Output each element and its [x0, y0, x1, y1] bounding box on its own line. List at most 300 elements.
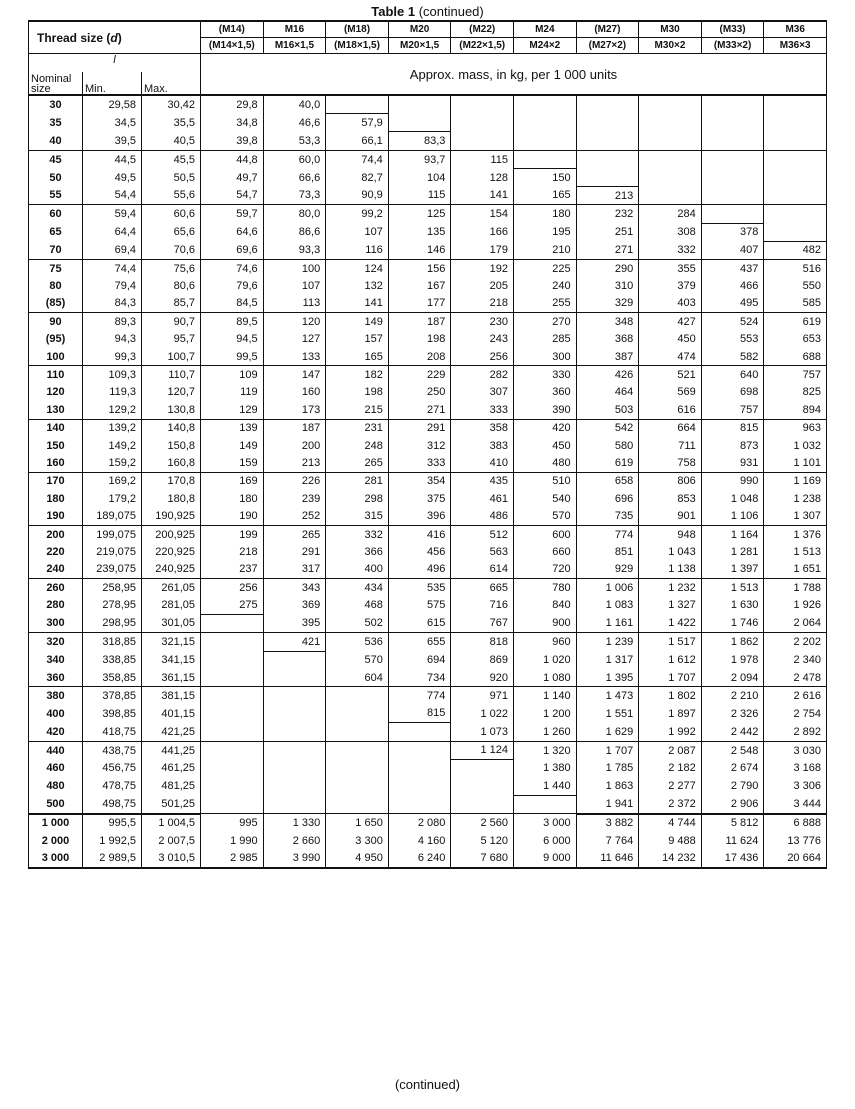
- mass-cell: 34,8: [201, 114, 264, 132]
- table-row: [29, 419, 827, 437]
- mass-cell: 5 120: [451, 832, 514, 849]
- mass-cell: 99,5: [201, 348, 264, 366]
- mass-cell: 1 317: [576, 651, 639, 669]
- thread-size-symbol: d: [110, 30, 118, 45]
- nominal-size-cell: 320: [29, 633, 83, 651]
- mass-cell: 6 888: [764, 814, 827, 832]
- mass-cell: 99,2: [326, 205, 389, 223]
- mass-cell: 225: [514, 260, 577, 278]
- mass-cell: [764, 205, 827, 223]
- table-row: [29, 186, 827, 204]
- mass-cell: 213: [263, 454, 326, 472]
- mass-cell: 920: [451, 669, 514, 687]
- mass-cell: 20 664: [764, 849, 827, 867]
- nominal-size-cell: 45: [29, 150, 83, 168]
- mass-cell: 1 513: [764, 543, 827, 560]
- mass-cell: [514, 150, 577, 168]
- mass-cell: 410: [451, 454, 514, 472]
- mass-cell: 694: [388, 651, 451, 669]
- nominal-size-cell: 75: [29, 260, 83, 278]
- mass-cell: 54,7: [201, 186, 264, 204]
- mass-cell: 653: [764, 331, 827, 348]
- min-length-cell: 79,4: [83, 277, 142, 294]
- pitch-header: (M18×1,5): [326, 38, 389, 54]
- table-title: [0, 4, 855, 19]
- max-length-cell: 65,6: [142, 223, 201, 241]
- min-length-cell: 239,075: [83, 561, 142, 579]
- mass-cell: 229: [388, 366, 451, 384]
- mass-cell: [639, 95, 702, 114]
- mass-cell: 66,6: [263, 169, 326, 187]
- mass-cell: 387: [576, 348, 639, 366]
- nominal-size-cell: 190: [29, 507, 83, 525]
- table-row: [29, 472, 827, 490]
- mass-cell: [201, 705, 264, 723]
- mass-cell: 208: [388, 348, 451, 366]
- mass-cell: 14 232: [639, 849, 702, 867]
- mass-cell: [701, 114, 764, 132]
- mass-cell: 720: [514, 561, 577, 579]
- mass-cell: 300: [514, 348, 577, 366]
- nominal-size-cell: 55: [29, 186, 83, 204]
- mass-cell: 243: [451, 331, 514, 348]
- table-row: [29, 169, 827, 187]
- mass-cell: 29,8: [201, 95, 264, 114]
- max-length-cell: 361,15: [142, 669, 201, 687]
- mass-cell: 1 307: [764, 507, 827, 525]
- mass-cell: 582: [701, 348, 764, 366]
- mass-cell: [201, 687, 264, 705]
- mass-cell: 368: [576, 331, 639, 348]
- mass-cell: 434: [326, 579, 389, 597]
- max-length-cell: 150,8: [142, 437, 201, 454]
- mass-cell: 780: [514, 579, 577, 597]
- mass-cell: [263, 795, 326, 813]
- mass-cell: 265: [263, 525, 326, 543]
- mass-cell: 154: [451, 205, 514, 223]
- mass-cell: 93,3: [263, 241, 326, 259]
- mass-cell: 11 624: [701, 832, 764, 849]
- mass-cell: 157: [326, 331, 389, 348]
- max-length-cell: 2 007,5: [142, 832, 201, 849]
- mass-cell: 119: [201, 384, 264, 401]
- mass-cell: 366: [326, 543, 389, 560]
- table-row: [29, 687, 827, 705]
- mass-cell: 141: [451, 186, 514, 204]
- mass-cell: 199: [201, 525, 264, 543]
- mass-cell: 13 776: [764, 832, 827, 849]
- mass-cell: 69,6: [201, 241, 264, 259]
- table-row: [29, 223, 827, 241]
- mass-cell: 553: [701, 331, 764, 348]
- mass-cell: 160: [263, 384, 326, 401]
- mass-cell: 128: [451, 169, 514, 187]
- nominal-size-cell: 380: [29, 687, 83, 705]
- mass-table: [28, 20, 827, 869]
- mass-cell: 39,8: [201, 132, 264, 150]
- mass-cell: 2 478: [764, 669, 827, 687]
- mass-cell: [451, 777, 514, 795]
- mass-cell: 774: [388, 687, 451, 705]
- mass-cell: 1 106: [701, 507, 764, 525]
- table-row: [29, 705, 827, 723]
- pitch-header: (M33×2): [701, 38, 764, 54]
- mass-cell: [576, 169, 639, 187]
- nominal-size-cell: 80: [29, 277, 83, 294]
- mass-cell: [388, 795, 451, 813]
- nominal-size-label: Nominal size: [29, 72, 83, 95]
- nominal-size-cell: 240: [29, 561, 83, 579]
- mass-cell: 580: [576, 437, 639, 454]
- max-length-cell: 90,7: [142, 313, 201, 331]
- mass-cell: 767: [451, 614, 514, 632]
- table-row: [29, 795, 827, 813]
- mass-cell: 298: [326, 490, 389, 507]
- mass-cell: [514, 95, 577, 114]
- mass-cell: 735: [576, 507, 639, 525]
- mass-cell: [576, 114, 639, 132]
- mass-cell: 40,0: [263, 95, 326, 114]
- max-length-cell: 200,925: [142, 525, 201, 543]
- nominal-size-cell: 140: [29, 419, 83, 437]
- mass-cell: 1 376: [764, 525, 827, 543]
- mass-cell: 284: [639, 205, 702, 223]
- max-length-cell: 120,7: [142, 384, 201, 401]
- mass-cell: 252: [263, 507, 326, 525]
- mass-cell: 167: [388, 277, 451, 294]
- max-length-cell: 180,8: [142, 490, 201, 507]
- mass-cell: 1 043: [639, 543, 702, 560]
- min-length-cell: 99,3: [83, 348, 142, 366]
- max-length-cell: 60,6: [142, 205, 201, 223]
- mass-cell: 156: [388, 260, 451, 278]
- size-header: (M33): [701, 21, 764, 38]
- mass-cell: [326, 777, 389, 795]
- table-row: [29, 759, 827, 777]
- mass-cell: 150: [514, 169, 577, 187]
- mass-cell: [451, 114, 514, 132]
- table-row: [29, 114, 827, 132]
- mass-cell: 1 006: [576, 579, 639, 597]
- mass-cell: 271: [388, 401, 451, 419]
- mass-cell: 496: [388, 561, 451, 579]
- mass-cell: 79,6: [201, 277, 264, 294]
- mass-cell: 2 182: [639, 759, 702, 777]
- mass-cell: 1 990: [201, 832, 264, 849]
- mass-cell: 59,7: [201, 205, 264, 223]
- mass-cell: 851: [576, 543, 639, 560]
- mass-cell: 575: [388, 596, 451, 614]
- nominal-size-cell: 300: [29, 614, 83, 632]
- table-row: [29, 741, 827, 759]
- max-length-cell: 501,25: [142, 795, 201, 813]
- mass-cell: 3 168: [764, 759, 827, 777]
- size-header: (M22): [451, 21, 514, 38]
- mass-cell: 133: [263, 348, 326, 366]
- mass-cell: 2 790: [701, 777, 764, 795]
- mass-cell: 1 395: [576, 669, 639, 687]
- mass-cell: 585: [764, 295, 827, 313]
- mass-cell: 120: [263, 313, 326, 331]
- mass-cell: 2 560: [451, 814, 514, 832]
- pitch-header: M20×1,5: [388, 38, 451, 54]
- mass-cell: 7 764: [576, 832, 639, 849]
- mass-cell: 49,7: [201, 169, 264, 187]
- table-title-suffix: (continued): [415, 4, 484, 19]
- mass-cell: 758: [639, 454, 702, 472]
- mass-cell: 270: [514, 313, 577, 331]
- max-length-cell: 130,8: [142, 401, 201, 419]
- mass-cell: [451, 132, 514, 150]
- mass-cell: 308: [639, 223, 702, 241]
- min-length-cell: 169,2: [83, 472, 142, 490]
- nominal-size-cell: 40: [29, 132, 83, 150]
- mass-cell: 3 882: [576, 814, 639, 832]
- mass-cell: [263, 723, 326, 741]
- mass-cell: [201, 633, 264, 651]
- nominal-size-cell: 90: [29, 313, 83, 331]
- mass-table-container: [28, 20, 826, 869]
- mass-cell: 64,6: [201, 223, 264, 241]
- mass-cell: 7 680: [451, 849, 514, 867]
- nominal-size-cell: (95): [29, 331, 83, 348]
- nominal-size-cell: 460: [29, 759, 83, 777]
- mass-cell: 2 087: [639, 741, 702, 759]
- mass-cell: 332: [639, 241, 702, 259]
- min-length-cell: 34,5: [83, 114, 142, 132]
- mass-cell: 251: [576, 223, 639, 241]
- mass-cell: 619: [576, 454, 639, 472]
- min-length-cell: 258,95: [83, 579, 142, 597]
- mass-cell: 696: [576, 490, 639, 507]
- min-length-cell: 318,85: [83, 633, 142, 651]
- mass-cell: 147: [263, 366, 326, 384]
- mass-cell: 192: [451, 260, 514, 278]
- mass-cell: [388, 777, 451, 795]
- mass-cell: 2 892: [764, 723, 827, 741]
- min-length-cell: 418,75: [83, 723, 142, 741]
- mass-cell: 2 064: [764, 614, 827, 632]
- mass-cell: 466: [701, 277, 764, 294]
- mass-cell: 570: [326, 651, 389, 669]
- mass-cell: 107: [263, 277, 326, 294]
- max-length-cell: 441,25: [142, 741, 201, 759]
- mass-cell: 53,3: [263, 132, 326, 150]
- min-length-cell: 498,75: [83, 795, 142, 813]
- mass-cell: 231: [326, 419, 389, 437]
- nominal-size-cell: 70: [29, 241, 83, 259]
- table-row: [29, 633, 827, 651]
- table-row: [29, 777, 827, 795]
- size-header: M30: [639, 21, 702, 38]
- table-row: [29, 561, 827, 579]
- table-row: [29, 150, 827, 168]
- mass-cell: 716: [451, 596, 514, 614]
- mass-cell: 195: [514, 223, 577, 241]
- mass-cell: 115: [388, 186, 451, 204]
- mass-cell: 6 240: [388, 849, 451, 867]
- table-row: [29, 366, 827, 384]
- max-length-cell: 341,15: [142, 651, 201, 669]
- table-row: [29, 543, 827, 560]
- min-length-cell: 278,95: [83, 596, 142, 614]
- mass-cell: 660: [514, 543, 577, 560]
- pitch-header: M36×3: [764, 38, 827, 54]
- mass-cell: 2 985: [201, 849, 264, 867]
- min-length-cell: 129,2: [83, 401, 142, 419]
- mass-cell: 169: [201, 472, 264, 490]
- mass-cell: 256: [201, 579, 264, 597]
- max-length-cell: 240,925: [142, 561, 201, 579]
- mass-cell: [514, 132, 577, 150]
- table-title-bold: Table 1: [371, 4, 416, 19]
- mass-cell: 1 080: [514, 669, 577, 687]
- mass-cell: 711: [639, 437, 702, 454]
- max-length-cell: 3 010,5: [142, 849, 201, 867]
- mass-cell: 655: [388, 633, 451, 651]
- mass-cell: [701, 186, 764, 204]
- max-length-cell: 190,925: [142, 507, 201, 525]
- nominal-size-cell: 30: [29, 95, 83, 114]
- size-header: (M14): [201, 21, 264, 38]
- mass-cell: 840: [514, 596, 577, 614]
- mass-cell: 960: [514, 633, 577, 651]
- max-length-cell: 301,05: [142, 614, 201, 632]
- mass-cell: 83,3: [388, 132, 451, 150]
- mass-cell: 420: [514, 419, 577, 437]
- mass-cell: [201, 669, 264, 687]
- min-length-cell: 378,85: [83, 687, 142, 705]
- table-row: [29, 277, 827, 294]
- mass-cell: [388, 723, 451, 741]
- max-length-cell: 70,6: [142, 241, 201, 259]
- mass-cell: [201, 759, 264, 777]
- table-row: [29, 651, 827, 669]
- mass-cell: 248: [326, 437, 389, 454]
- table-row: [29, 596, 827, 614]
- mass-cell: 232: [576, 205, 639, 223]
- mass-cell: 290: [576, 260, 639, 278]
- mass-cell: 2 548: [701, 741, 764, 759]
- mass-cell: 256: [451, 348, 514, 366]
- pitch-header: (M14×1,5): [201, 38, 264, 54]
- mass-cell: [514, 114, 577, 132]
- table-row: [29, 579, 827, 597]
- mass-cell: 315: [326, 507, 389, 525]
- table-row: [29, 348, 827, 366]
- mass-cell: 502: [326, 614, 389, 632]
- mass-cell: 179: [451, 241, 514, 259]
- mass-cell: 482: [764, 241, 827, 259]
- mass-cell: 698: [701, 384, 764, 401]
- mass-cell: 2 754: [764, 705, 827, 723]
- mass-cell: 354: [388, 472, 451, 490]
- mass-cell: 237: [201, 561, 264, 579]
- mass-cell: 1 232: [639, 579, 702, 597]
- mass-cell: 107: [326, 223, 389, 241]
- mass-cell: [263, 741, 326, 759]
- mass-cell: 310: [576, 277, 639, 294]
- mass-cell: 516: [764, 260, 827, 278]
- mass-cell: 407: [701, 241, 764, 259]
- min-length-cell: 59,4: [83, 205, 142, 223]
- mass-cell: 6 000: [514, 832, 577, 849]
- mass-cell: 282: [451, 366, 514, 384]
- min-length-cell: 54,4: [83, 186, 142, 204]
- mass-cell: 395: [263, 614, 326, 632]
- mass-cell: 1 651: [764, 561, 827, 579]
- mass-cell: 512: [451, 525, 514, 543]
- mass-cell: 734: [388, 669, 451, 687]
- max-length-cell: 95,7: [142, 331, 201, 348]
- mass-cell: 540: [514, 490, 577, 507]
- mass-cell: 115: [451, 150, 514, 168]
- mass-cell: 815: [701, 419, 764, 437]
- min-length-cell: 1 992,5: [83, 832, 142, 849]
- mass-cell: [326, 741, 389, 759]
- mass-cell: 329: [576, 295, 639, 313]
- mass-cell: 44,8: [201, 150, 264, 168]
- mass-cell: 383: [451, 437, 514, 454]
- mass-cell: 995: [201, 814, 264, 832]
- mass-cell: 604: [326, 669, 389, 687]
- mass-cell: 825: [764, 384, 827, 401]
- mass-cell: [263, 705, 326, 723]
- mass-cell: 1 138: [639, 561, 702, 579]
- table-row: [29, 669, 827, 687]
- mass-cell: 688: [764, 348, 827, 366]
- mass-cell: 1 788: [764, 579, 827, 597]
- mass-cell: 265: [326, 454, 389, 472]
- max-length-cell: 50,5: [142, 169, 201, 187]
- mass-cell: 1 048: [701, 490, 764, 507]
- size-header: (M27): [576, 21, 639, 38]
- mass-cell: 230: [451, 313, 514, 331]
- mass-cell: 1 327: [639, 596, 702, 614]
- table-row: [29, 454, 827, 472]
- mass-cell: [639, 114, 702, 132]
- max-length-cell: 85,7: [142, 295, 201, 313]
- mass-cell: 873: [701, 437, 764, 454]
- nominal-size-cell: 3 000: [29, 849, 83, 867]
- mass-cell: 2 210: [701, 687, 764, 705]
- mass-cell: 1 863: [576, 777, 639, 795]
- max-length-cell: 220,925: [142, 543, 201, 560]
- mass-cell: 569: [639, 384, 702, 401]
- mass-cell: 9 488: [639, 832, 702, 849]
- max-length-cell: 140,8: [142, 419, 201, 437]
- mass-cell: 1 473: [576, 687, 639, 705]
- mass-cell: 250: [388, 384, 451, 401]
- nominal-size-cell: 420: [29, 723, 83, 741]
- table-row: [29, 384, 827, 401]
- mass-cell: 853: [639, 490, 702, 507]
- mass-cell: 1 161: [576, 614, 639, 632]
- mass-cell: 524: [701, 313, 764, 331]
- mass-cell: 355: [639, 260, 702, 278]
- mass-cell: 343: [263, 579, 326, 597]
- min-length-cell: 109,3: [83, 366, 142, 384]
- nominal-size-cell: 180: [29, 490, 83, 507]
- min-length-cell: 159,2: [83, 454, 142, 472]
- mass-cell: 1 169: [764, 472, 827, 490]
- mass-cell: [701, 150, 764, 168]
- size-header: M20: [388, 21, 451, 38]
- min-length-cell: 438,75: [83, 741, 142, 759]
- nominal-size-cell: 150: [29, 437, 83, 454]
- mass-cell: 285: [514, 331, 577, 348]
- mass-cell: 1 022: [451, 705, 514, 723]
